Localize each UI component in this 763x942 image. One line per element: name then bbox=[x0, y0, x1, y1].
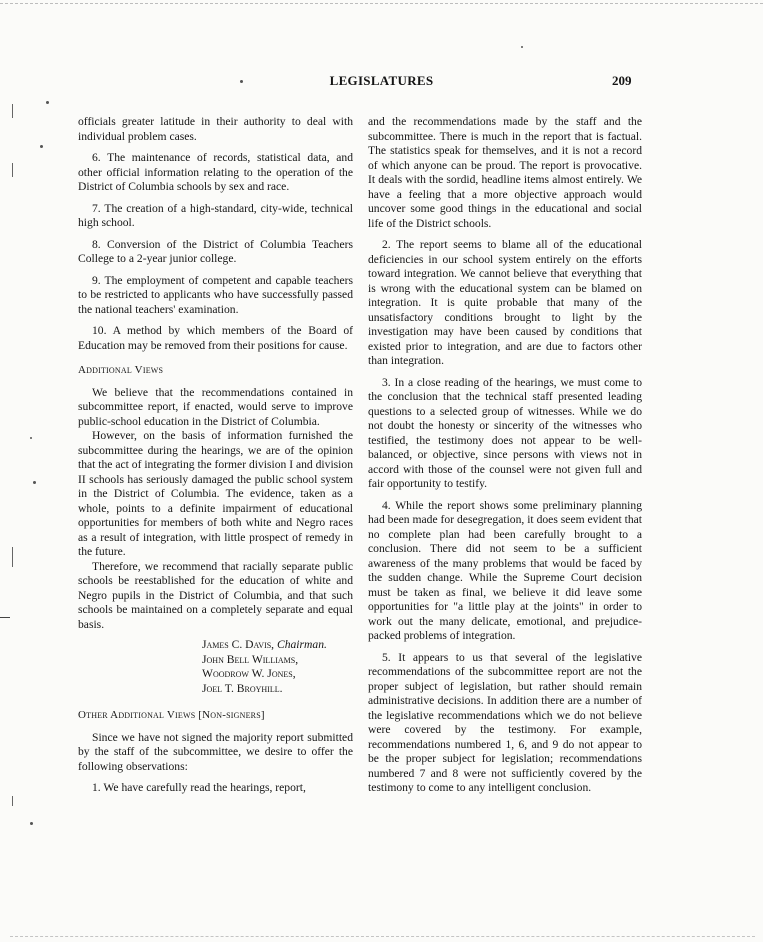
list-item: 5. It appears to us that several of the legislative recommendations of the subcommittee report are not the proper subject of legislation, but rather should remain administrative decisions. In addition there are a number of the legislative recommendations which we do not believe were covered by the testimony. For example, recommendations numbered 1, 6, and 9 do not appear to be the proper subject for legislation; recommendations numbered 7 and 8 were not sufficiently covered by the testimony to come to any intelligent conclusion. bbox=[368, 650, 642, 794]
signature-block bbox=[202, 638, 353, 696]
scan-tick bbox=[12, 796, 13, 806]
scan-tick bbox=[12, 163, 13, 177]
top-scan-border bbox=[0, 3, 763, 4]
paragraph: However, on the basis of information furnished the subcommittee during the hearings, we are of the opinion that the act of integrating the former division I and division II schools has seriously damaged the public school system in the District of Columbia. The evidence, taken as a whole, points to a definite impairment of educational opportunities for members of both white and Negro races as a result of integration, with little prospect of remedy in the future. bbox=[78, 429, 353, 558]
page-header bbox=[0, 73, 763, 93]
signer: Woodrow W. Jones, bbox=[202, 667, 296, 680]
scan-speck bbox=[30, 822, 33, 825]
signer: John Bell Williams, bbox=[202, 652, 299, 666]
scan-speck bbox=[521, 46, 523, 48]
scan-speck bbox=[240, 80, 243, 83]
scan-speck bbox=[46, 101, 49, 104]
signer: Joel T. Broyhill. bbox=[202, 681, 283, 695]
scan-dash bbox=[0, 617, 10, 618]
paragraph: We believe that the recommendations contained in subcommittee report, if enacted, would serve to improve public-school education in the District of Columbia. bbox=[78, 385, 353, 428]
scan-speck bbox=[30, 437, 32, 439]
list-item: 4. While the report shows some preliminary planning had been made for desegregation, it does seem evident that no complete plan had been carefully brought to a conclusion. There did not seem to be a sufficient awareness of the many problems that would be faced by the sudden change. While the Supreme Court decision must be taken as final, we believe it did leave some opportunities for "a little play at the joints" in order to work out the many delicate, emotional, and prejudice-packed problems of integration. bbox=[368, 498, 642, 642]
paragraph: Therefore, we recommend that racially separate public schools be reestablished for the education of white and Negro pupils in the District of Columbia, and that such schools be maintained on a completely separate and equal basis. bbox=[78, 559, 353, 631]
running-title: LEGISLATURES bbox=[329, 73, 434, 88]
list-item: 8. Conversion of the District of Columbia Teachers College to a 2-year junior college. bbox=[78, 237, 353, 265]
scan-speck bbox=[40, 145, 43, 148]
scan-tick bbox=[12, 104, 13, 118]
left-column bbox=[78, 115, 353, 803]
list-item: 7. The creation of a high-standard, city-wide, technical high school. bbox=[78, 201, 353, 229]
scan-speck bbox=[33, 481, 36, 484]
other-views-heading: Other Additional Views [Non-signers] bbox=[78, 709, 265, 721]
list-item: 2. The report seems to blame all of the educational deficiencies in our school system entirely on the efforts toward integration. We cannot believe that everything that is wrong with the educational system can be blamed on integration. It is quite probable that many of the unsatisfactory conditions brought to light by the investigation may have been caused by conditions that existed prior to integration, and are due to factors other than integration. bbox=[368, 238, 642, 367]
list-item: 3. In a close reading of the hearings, we must come to the conclusion that the technical staff presented leading questions to a selected group of witnesses. While we do not doubt the honesty or sincerity of the witnesses who testified, the testimony does not appear to be well-balanced, or objective, since persons with views not in accord with those of the counsel were not given full and fair opportunity to testify. bbox=[368, 375, 642, 490]
scan-tick bbox=[12, 547, 13, 567]
signer: James C. Davis, Chairman. bbox=[202, 638, 327, 651]
paragraph-intro: officials greater latitude in their authority to deal with individual problem cases. bbox=[78, 115, 353, 143]
list-item: 6. The maintenance of records, statistical data, and other official information relating to the operation of the District of Columbia schools by sex and race. bbox=[78, 151, 353, 193]
right-column bbox=[368, 115, 642, 803]
additional-views-heading: Additional Views bbox=[78, 364, 164, 376]
list-item: 9. The employment of competent and capable teachers to be restricted to applicants who have successfully passed the national teachers' examination. bbox=[78, 273, 353, 316]
list-item: 10. A method by which members of the Board of Education may be removed from their positions for cause. bbox=[78, 324, 353, 352]
paragraph-continuation: and the recommendations made by the staff and the subcommittee. There is much in the report that is factual. The statistics speak for themselves, and it is not a record of which anyone can be proud. The report is provocative. It deals with the sordid, headline items almost entirely. We have a feeling that a more objective approach would uncover some good things in the educational and social life of the District schools. bbox=[368, 115, 642, 230]
bottom-scan-border bbox=[10, 936, 755, 937]
paragraph: Since we have not signed the majority report submitted by the staff of the subcommittee, we desire to offer the following observations: bbox=[78, 730, 353, 773]
list-item: 1. We have carefully read the hearings, report, bbox=[92, 781, 306, 794]
page-number: 209 bbox=[612, 73, 632, 88]
